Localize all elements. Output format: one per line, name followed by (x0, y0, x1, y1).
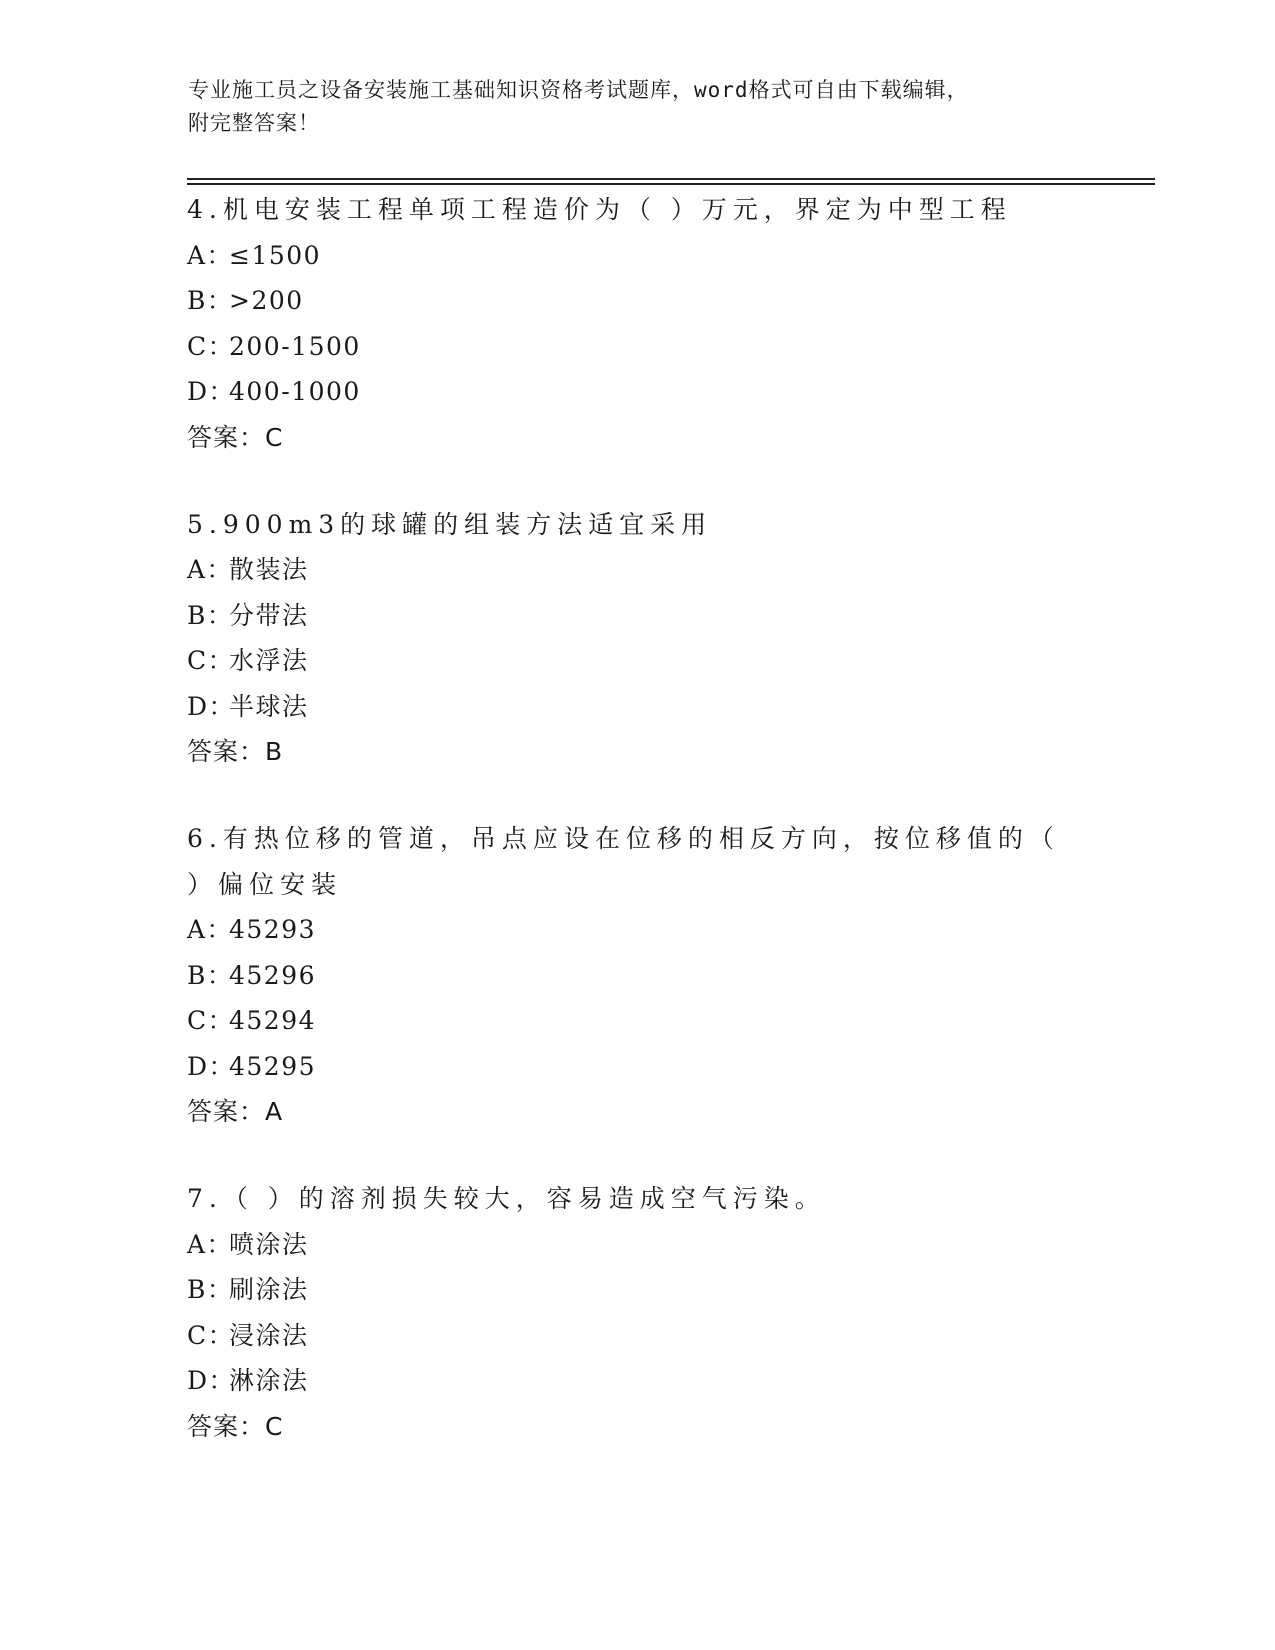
option-label: D： (187, 1366, 236, 1395)
header-divider-bottom (187, 183, 1155, 185)
option-text: 200-1500 (229, 331, 361, 361)
option-a (187, 547, 1087, 593)
option-label: B： (187, 600, 234, 630)
question-4 (187, 187, 1087, 460)
option-c (187, 998, 1087, 1044)
option-text: 淋涂法 (229, 1366, 309, 1395)
option-label: A： (187, 555, 234, 584)
option-text: 刷涂法 (229, 1275, 309, 1304)
question-stem: 4.机电安装工程单项工程造价为（ ）万元，界定为中型工程 (187, 195, 1012, 224)
question-stem: 6.有热位移的管道，吊点应设在位移的相反方向，按位移值的（ ）偏位安装 (187, 824, 1060, 899)
option-label: A： (187, 915, 234, 944)
question-stem: 5.900m3的球罐的组装方法适宜采用 (187, 509, 713, 539)
option-label: C： (187, 646, 235, 675)
option-text: 45294 (229, 1006, 317, 1035)
option-label: A： (187, 240, 234, 270)
option-label: D： (187, 377, 236, 406)
option-text: 45296 (229, 960, 317, 990)
option-d (187, 1358, 1087, 1404)
option-label: D： (187, 691, 236, 721)
option-label: A： (187, 1229, 234, 1259)
option-label: C： (187, 331, 235, 361)
answer-line: 答案：C (187, 1411, 284, 1441)
answer-line: 答案：C (187, 422, 284, 452)
question-5 (187, 502, 1087, 775)
option-label: C： (187, 1320, 235, 1350)
question-7 (187, 1176, 1087, 1449)
option-text: 浸涂法 (229, 1320, 309, 1350)
option-a (187, 1222, 1087, 1268)
answer-line: 答案：A (187, 1097, 284, 1126)
option-label: B： (187, 1275, 234, 1304)
option-c (187, 324, 1087, 370)
option-text: 分带法 (229, 600, 309, 630)
option-text: 喷涂法 (229, 1229, 309, 1259)
option-text: 半球法 (229, 691, 309, 721)
option-text: 散装法 (229, 555, 309, 584)
option-text: ≤1500 (229, 240, 322, 270)
option-b (187, 278, 1087, 324)
option-a (187, 907, 1087, 953)
option-c (187, 1313, 1087, 1359)
question-6 (187, 816, 1087, 1134)
option-b (187, 593, 1087, 639)
option-text: 水浮法 (229, 646, 309, 675)
option-b (187, 1267, 1087, 1313)
option-label: B： (187, 286, 234, 315)
option-label: B： (187, 960, 234, 990)
option-text: >200 (229, 286, 304, 315)
option-c (187, 638, 1087, 684)
header-divider-top (187, 178, 1155, 180)
answer-line: 答案：B (187, 737, 284, 766)
option-text: 45295 (229, 1051, 317, 1081)
option-text: 400-1000 (229, 377, 361, 406)
option-a (187, 233, 1087, 279)
option-b (187, 953, 1087, 999)
option-d (187, 684, 1087, 730)
document-header (188, 74, 1088, 140)
header-line-1: 专业施工员之设备安装施工基础知识资格考试题库，word格式可自由下载编辑， (188, 78, 969, 102)
header-line-2: 附完整答案！ (188, 111, 320, 135)
option-label: C： (187, 1006, 235, 1035)
option-d (187, 369, 1087, 415)
option-label: D： (187, 1051, 236, 1081)
option-text: 45293 (229, 915, 317, 944)
question-list (187, 187, 1087, 1491)
question-stem: 7.（ ）的溶剂损失较大，容易造成空气污染。 (187, 1184, 826, 1213)
option-d (187, 1044, 1087, 1090)
